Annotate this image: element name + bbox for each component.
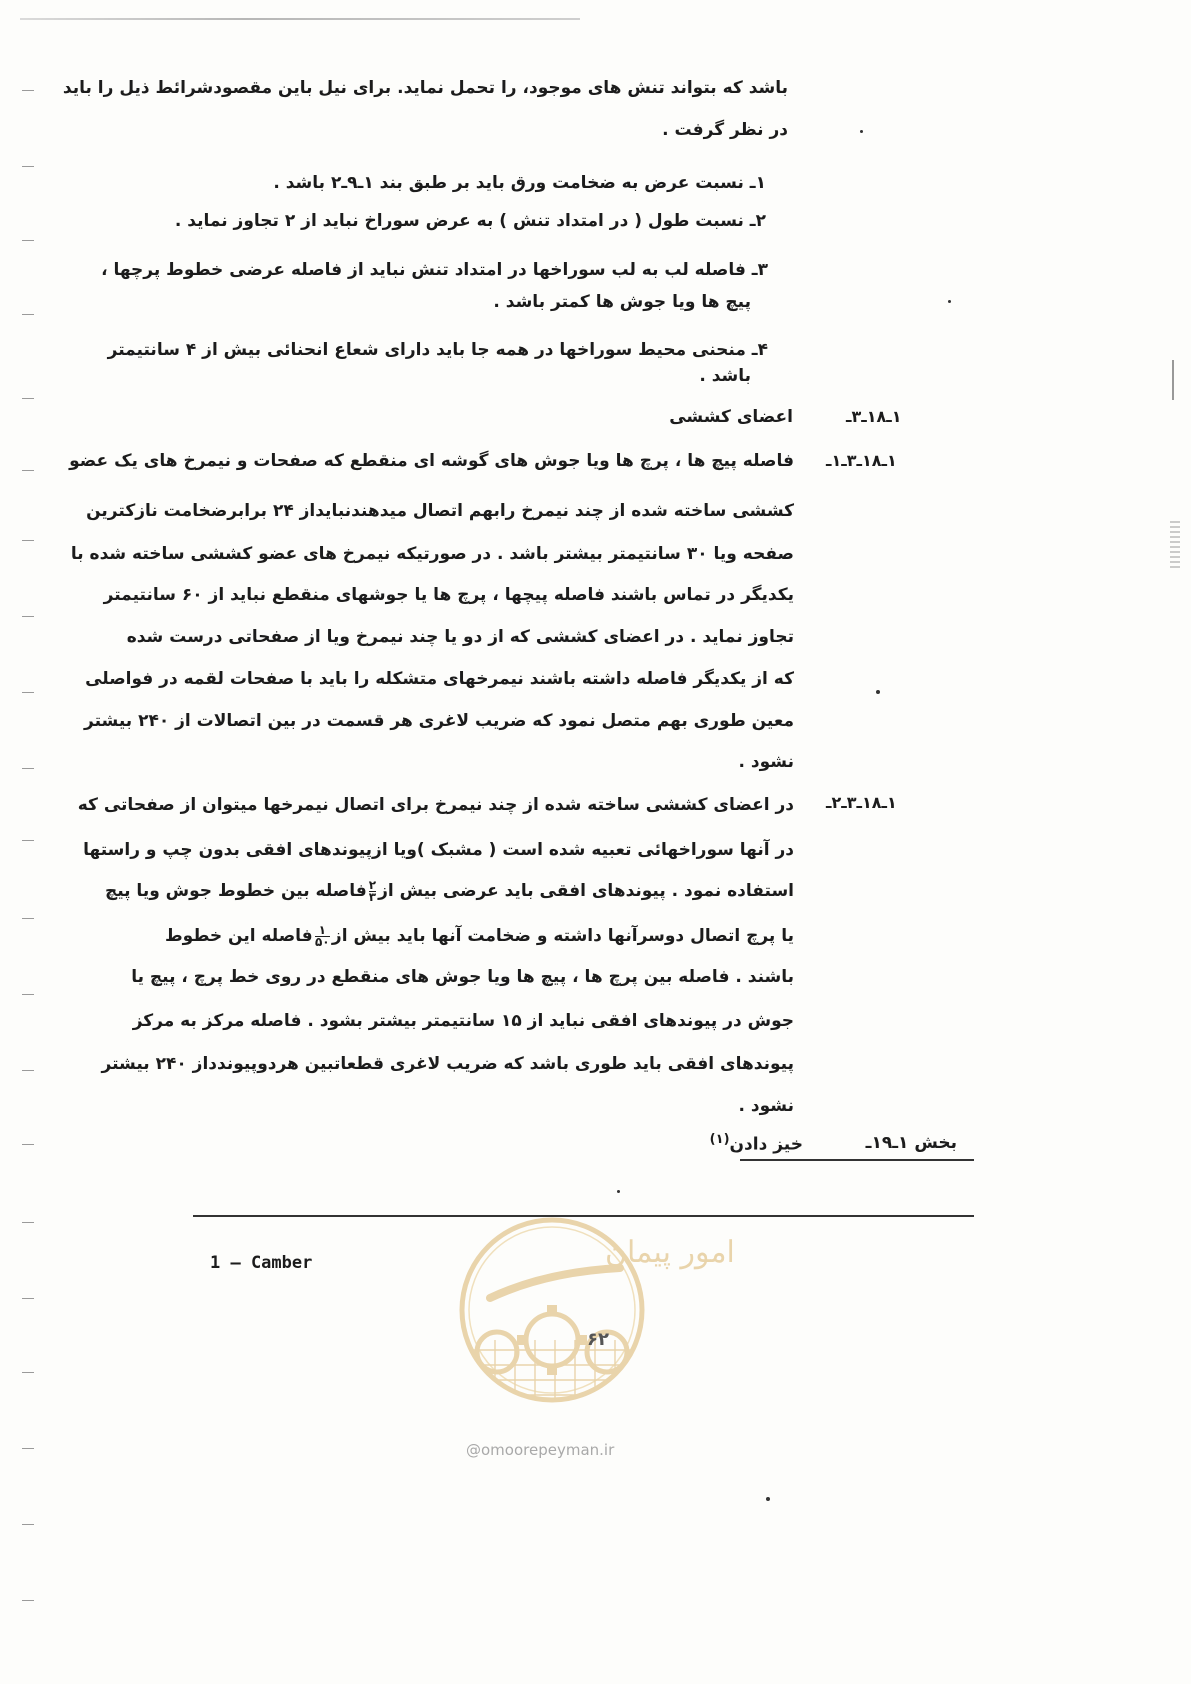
seal-logo-text: امور پیمان [605,1235,735,1270]
subsection-1-line: کششی ساخته شده از چند نیمرخ رابهم اتصال میدهندنبایداز ۲۴ برابرضخامت نازکترین [86,501,794,521]
subsection-1-number: ۱ـ۱۸ـ۳ـ۱ـ [826,451,897,470]
fraction-a-tail: فاصله بین خطوط جوش ویا پیچ [104,881,367,901]
fraction-numerator: ۲ [368,877,377,892]
scan-speck [617,1190,620,1193]
subsection-1-line: معین طوری بهم متصل نمود که ضریب لاغری هر قسمت در بین اتصالات از ۲۴۰ بیشتر [84,711,794,731]
subsection-2-line: جوش در پیوندهای افقی نباید از ۱۵ سانتیمتر بیشتر بشود . فاصله مرکز به مرکز [132,1011,794,1031]
fraction-two-thirds [368,877,377,904]
list-item-1: ۱ـ نسبت عرض به ضخامت ورق باید بر طبق بند ۱ـ۹ـ۲ باشد . [273,173,766,193]
subsection-2-number: ۱ـ۱۸ـ۳ـ۲ـ [826,793,897,812]
section-19-label: بخش ۱ـ۱۹ـ [865,1133,957,1153]
fraction-b-lead: یا پرچ اتصال دوسرآنها داشته و ضخامت آنها باید بیش از [331,926,794,946]
page-number: ۶۲ [587,1329,609,1350]
scan-speck [860,130,863,133]
subsection-2-line: در آنها سوراخهائی تعبیه شده است ( مشبک )ویا ازپیوندهای افقی بدون چپ و راستها [83,840,794,860]
list-item-4-line-2: باشد . [699,366,751,386]
fraction-a-lead: استفاده نمود . پیوندهای افقی باید عرضی بیش از [378,881,794,901]
footnote-reference: (۱) [709,1132,730,1147]
intro-line-2: در نظر گرفت . [662,120,788,140]
subsection-1-line: صفحه ویا ۳۰ سانتیمتر بیشتر باشد . در صورتیکه نیمرخ های عضو کششی ساخته شده با [70,544,794,564]
footnote-text: 1 – Camber [210,1253,313,1273]
scan-speck [948,300,951,303]
subsection-1-line: فاصله پیچ ها ، پرچ ها ویا جوش های گوشه ای منقطع که صفحات و نیمرخ های یک عضو [69,451,794,471]
watermark-url: @omoorepeyman.ir [466,1441,615,1459]
subsection-1-line: نشود . [738,752,794,772]
heading-underline [740,1159,974,1161]
section-19-title-text: خیز دادن [729,1134,803,1155]
intro-line-1: باشد که بتواند تنش های موجود، را تحمل نماید. برای نیل باین مقصودشرائط ذیل را باید [62,78,788,98]
watermark-seal-logo [455,1210,735,1410]
fraction-one-fiftieth [314,922,330,949]
subsection-1-line: که از یکدیگر فاصله داشته باشند نیمرخهای متشکله را باید با صفحات لقمه در فواصلی [85,669,794,689]
list-item-4-line-1: ۴ـ منحنی محیط سوراخها در همه جا باید دارای شعاع انحنائی بیش از ۴ سانتیمتر [107,340,768,360]
section-number: ۱ـ۱۸ـ۳ـ [846,407,902,426]
list-item-2: ۲ـ نسبت طول ( در امتداد تنش ) به عرض سوراخ نباید از ۲ تجاوز نماید . [174,211,766,231]
fraction-b-tail: فاصله این خطوط [165,926,313,946]
list-item-3-line-2: پیچ ها ویا جوش ها کمتر باشد . [493,292,751,312]
subsection-2-line: باشند . فاصله بین پرچ ها ، پیچ ها ویا جوش های منقطع در روی خط پرچ ، پیچ یا [131,967,794,987]
subsection-2-line: پیوندهای افقی باید طوری باشد که ضریب لاغری قطعاتبین هردوپیوندداز ۲۴۰ بیشتر [101,1054,794,1074]
fraction-denominator: ۳ [368,889,377,904]
subsection-2-line [104,877,794,904]
subsection-2-line [165,924,794,948]
subsection-2-line: در اعضای کششی ساخته شده از چند نیمرخ برای اتصال نیمرخها میتوان از صفحاتی که [77,795,794,815]
fraction-numerator: ۱ [318,922,326,937]
subsection-2-line: نشود . [738,1096,794,1116]
list-item-3-line-1: ۳ـ فاصله لب به لب سوراخها در امتداد تنش نباید از فاصله عرضی خطوط پرچها ، [101,260,768,280]
fraction-denominator: ۵۰ [314,934,330,949]
scan-speck [766,1497,770,1501]
scan-speck [876,690,880,694]
section-19-title [710,1128,803,1157]
subsection-1-line: یکدیگر در تماس باشند فاصله پیچها ، پرچ ها یا جوشهای منقطع نباید از ۶۰ سانتیمتر [103,585,794,605]
subsection-1-line: تجاوز نماید . در اعضای کششی که از دو یا چند نیمرخ ویا از صفحاتی درست شده [126,627,794,647]
section-title: اعضای کششی [669,407,793,427]
